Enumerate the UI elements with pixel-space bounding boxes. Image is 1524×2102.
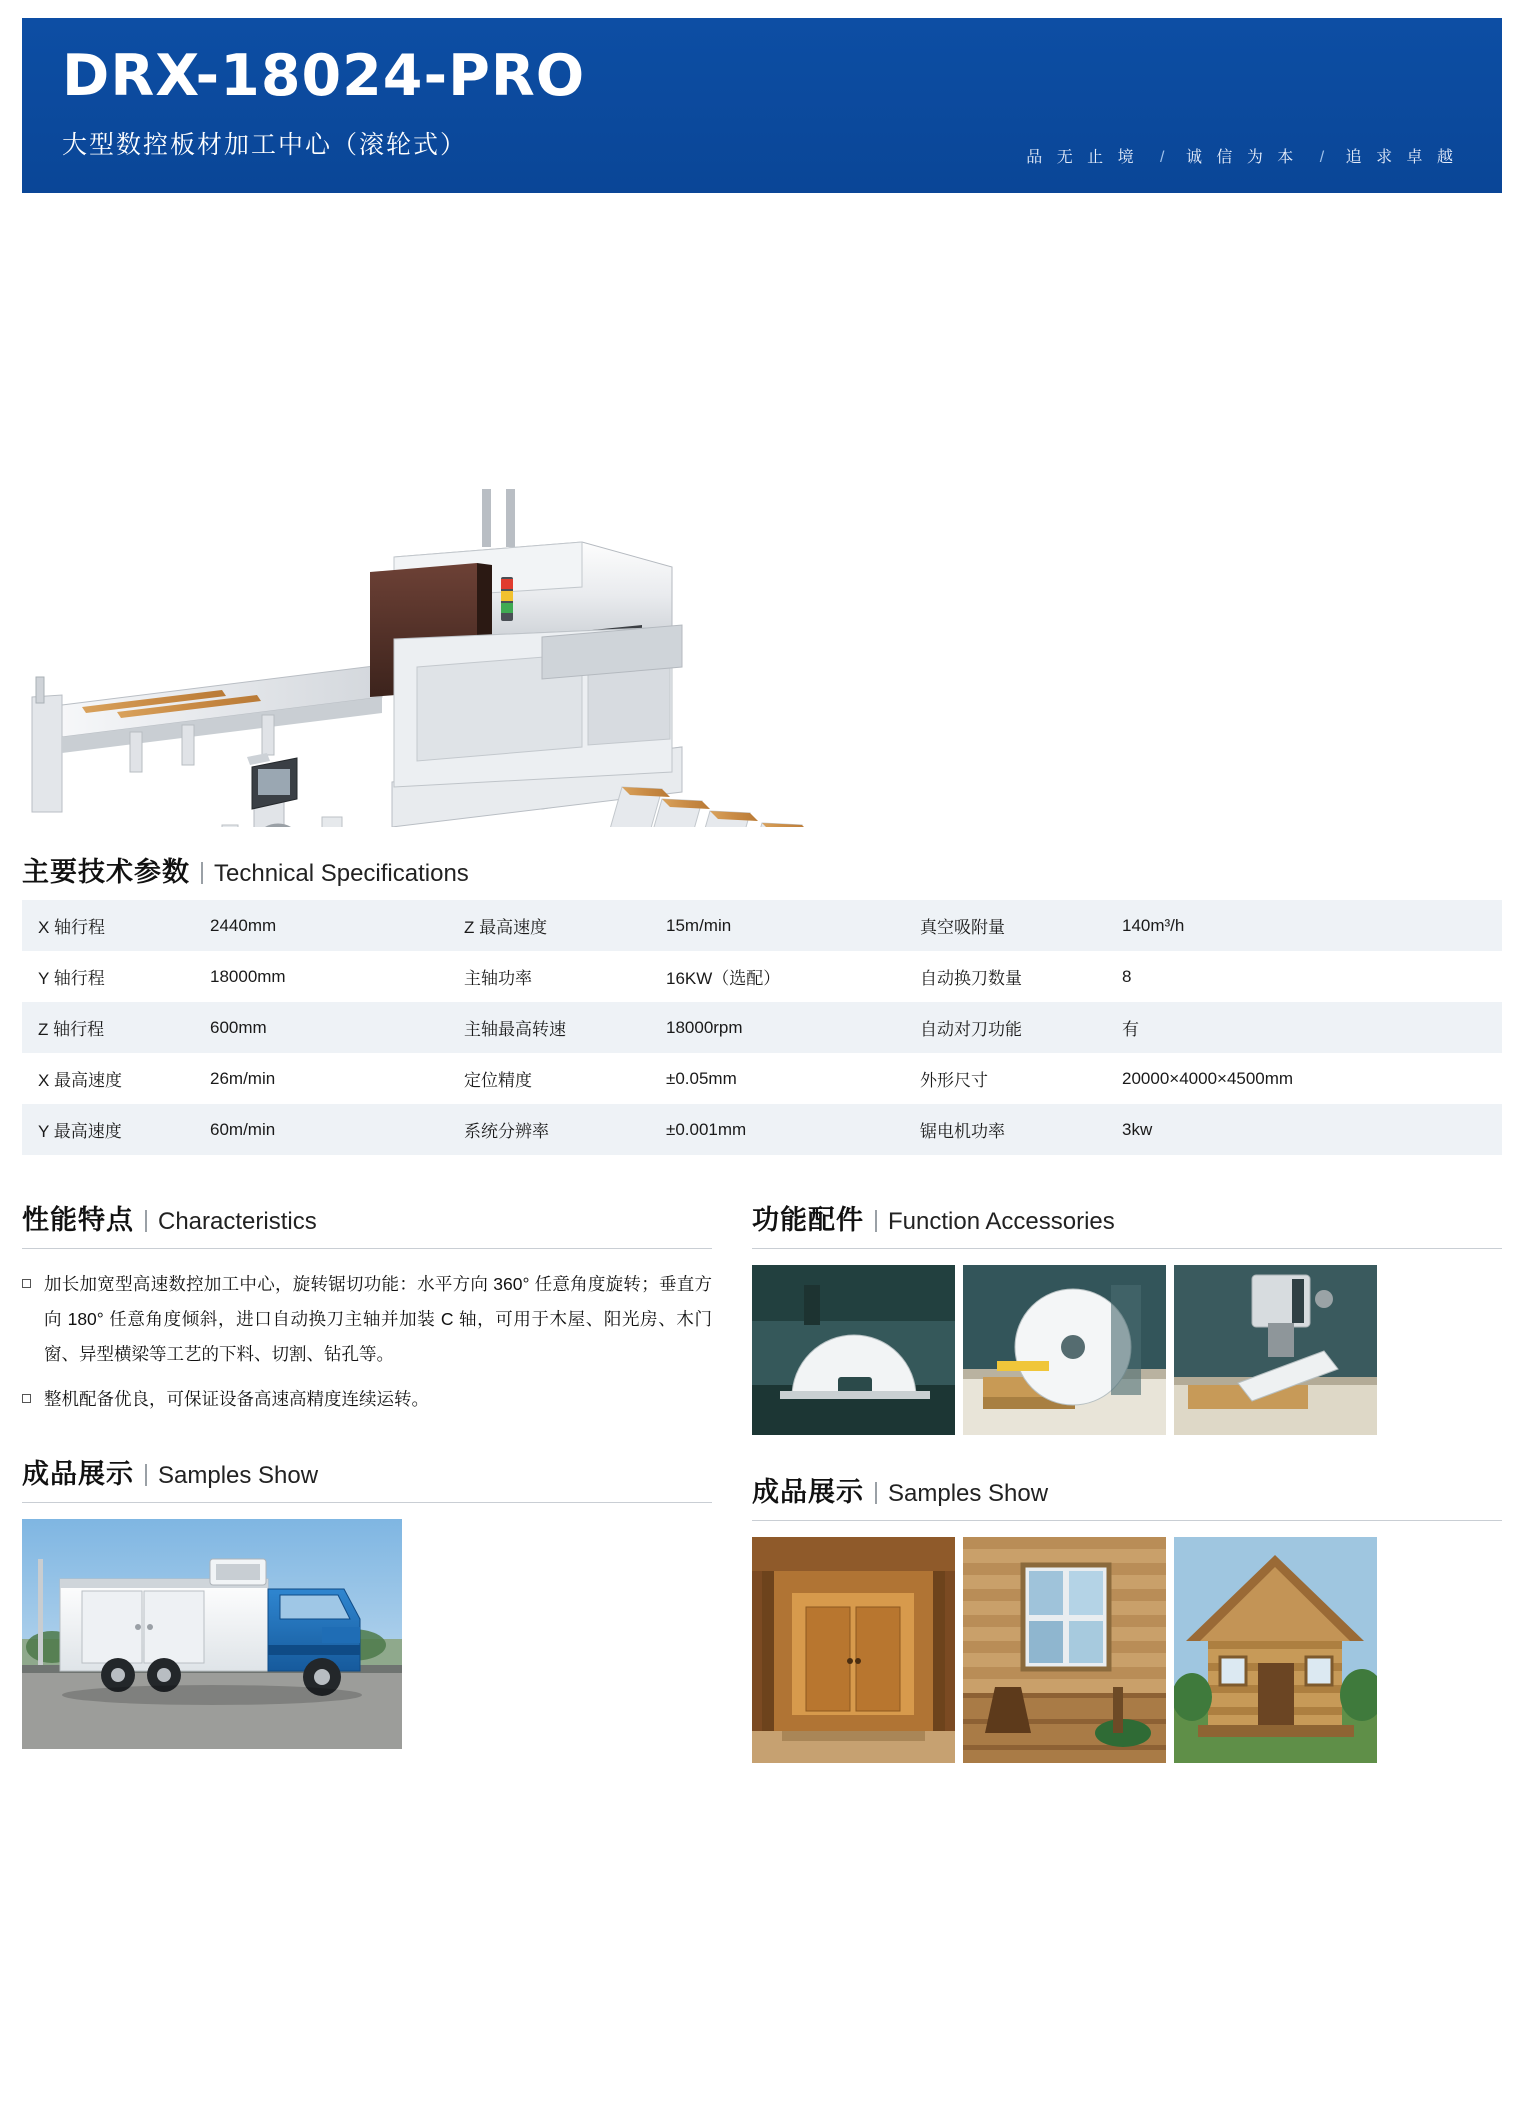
right-column [752, 1207, 1502, 1763]
sample-photo-interior [963, 1537, 1166, 1763]
accessory-photo-3 [1174, 1265, 1377, 1435]
samples-right-heading-en: Samples Show [888, 1480, 1049, 1507]
spec-value: 18000mm [210, 966, 286, 986]
spec-value: 18000rpm [666, 1017, 743, 1037]
product-model: DRX-18024-PRO [62, 43, 586, 109]
specs-heading-cn: 主要技术参数 [22, 857, 190, 887]
machine-illustration [22, 227, 1502, 827]
spec-label: 主轴最高转速 [464, 1020, 566, 1039]
table-row [22, 1002, 1502, 1053]
list-item: 加长加宽型高速数控加工中心，旋转锯切功能：水平方向 360° 任意角度旋转；垂直方向 180° 任意角度倾斜，进口自动换刀主轴并加装 C 轴，可用于木屋、阳光房、木门窗、异型横梁等工艺的下料、切割、钻孔等。 [22, 1267, 712, 1372]
spec-value: ±0.05mm [666, 1068, 737, 1088]
product-subtitle: 大型数控板材加工中心（滚轮式） [62, 131, 468, 159]
list-item: 整机配备优良，可保证设备高速高精度连续运转。 [22, 1382, 712, 1417]
slogan-separator-2: / [1319, 149, 1325, 166]
spec-value: 3kw [1122, 1119, 1153, 1139]
spec-value: 有 [1122, 1020, 1139, 1039]
page-header [22, 18, 1502, 193]
table-row [22, 1053, 1502, 1104]
characteristics-heading [22, 1207, 712, 1234]
spec-value: 140m³/h [1122, 915, 1185, 935]
heading-rule [752, 1248, 1502, 1249]
spec-value: 15m/min [666, 915, 732, 935]
spindle-head-photo [1174, 1265, 1377, 1435]
heading-divider [145, 1210, 147, 1232]
log-cabin-exterior-photo [1174, 1537, 1377, 1763]
samples-left-heading-cn: 成品展示 [22, 1459, 134, 1489]
characteristics-heading-en: Characteristics [158, 1208, 317, 1235]
specs-heading-en: Technical Specifications [214, 860, 469, 887]
refrigerated-truck-photo [22, 1519, 402, 1749]
sample-photo-door [752, 1537, 955, 1763]
spec-label: Z 最高速度 [464, 918, 548, 937]
samples-right-heading [752, 1479, 1502, 1506]
spec-value: 60m/min [210, 1119, 276, 1139]
accessory-photo-1 [752, 1265, 955, 1435]
spec-label: 锯电机功率 [920, 1122, 1005, 1141]
slogan-part-2: 诚 信 为 本 [1185, 149, 1299, 166]
log-cabin-interior-photo [963, 1537, 1166, 1763]
spec-label: Y 轴行程 [38, 969, 105, 988]
spec-label: Y 最高速度 [38, 1122, 122, 1141]
spec-label: 主轴功率 [464, 969, 532, 988]
samples-left-heading-en: Samples Show [158, 1462, 319, 1489]
accessories-heading-cn: 功能配件 [752, 1205, 864, 1235]
spec-value: 8 [1122, 966, 1132, 986]
heading-divider [875, 1210, 877, 1232]
accessories-heading [752, 1207, 1502, 1234]
wooden-door-entrance-photo [752, 1537, 955, 1763]
sample-photo-truck [22, 1519, 402, 1749]
slogan-separator-1: / [1160, 149, 1165, 166]
machine-hero-image [22, 227, 1502, 827]
table-row [22, 900, 1502, 951]
saw-blade-cutting-photo [963, 1265, 1166, 1435]
heading-divider [145, 1464, 147, 1486]
spec-label: X 最高速度 [38, 1071, 123, 1090]
spec-value: 2440mm [210, 915, 277, 935]
slogan-part-3: 追 求 卓 越 [1345, 149, 1458, 166]
heading-rule [22, 1502, 712, 1503]
spec-label: 真空吸附量 [920, 918, 1005, 937]
lower-content [22, 1207, 1502, 1763]
control-panel [247, 753, 297, 827]
accessory-photo-2 [963, 1265, 1166, 1435]
spec-label: 系统分辨率 [464, 1122, 549, 1141]
left-column [22, 1207, 712, 1763]
machine-gantry [202, 489, 682, 827]
spec-label: 自动换刀数量 [920, 969, 1022, 988]
spec-label: 外形尺寸 [920, 1071, 988, 1090]
heading-divider [201, 862, 203, 884]
rear-conveyor [32, 665, 382, 812]
spec-label: 自动对刀功能 [920, 1020, 1022, 1039]
slogan-part-1: 品 无 止 境 [1026, 149, 1139, 166]
table-row [22, 951, 1502, 1002]
samples-left-heading [22, 1461, 712, 1488]
heading-rule [752, 1520, 1502, 1521]
sample-photo-exterior [1174, 1537, 1377, 1763]
spec-value: 20000×4000×4500mm [1122, 1068, 1294, 1088]
characteristics-heading-cn: 性能特点 [22, 1205, 134, 1235]
samples-right-heading-cn: 成品展示 [752, 1477, 864, 1507]
accessories-photo-row [752, 1265, 1502, 1435]
spec-label: Z 轴行程 [38, 1020, 105, 1039]
spec-value: 600mm [210, 1017, 267, 1037]
spec-value: ±0.001mm [666, 1119, 747, 1139]
spec-value: 26m/min [210, 1068, 276, 1088]
characteristics-list [22, 1267, 712, 1417]
samples-photo-row [752, 1537, 1502, 1763]
heading-rule [22, 1248, 712, 1249]
specs-heading [22, 859, 1502, 886]
company-slogan [1026, 144, 1458, 167]
specs-table [22, 900, 1502, 1155]
technical-specifications-section [22, 859, 1502, 1155]
table-row [22, 1104, 1502, 1155]
accessories-heading-en: Function Accessories [888, 1208, 1115, 1235]
spec-label: X 轴行程 [38, 918, 106, 937]
spec-value: 16KW（选配） [666, 969, 781, 988]
heading-divider [875, 1482, 877, 1504]
spec-label: 定位精度 [464, 1071, 532, 1090]
saw-blade-unit-photo [752, 1265, 955, 1435]
